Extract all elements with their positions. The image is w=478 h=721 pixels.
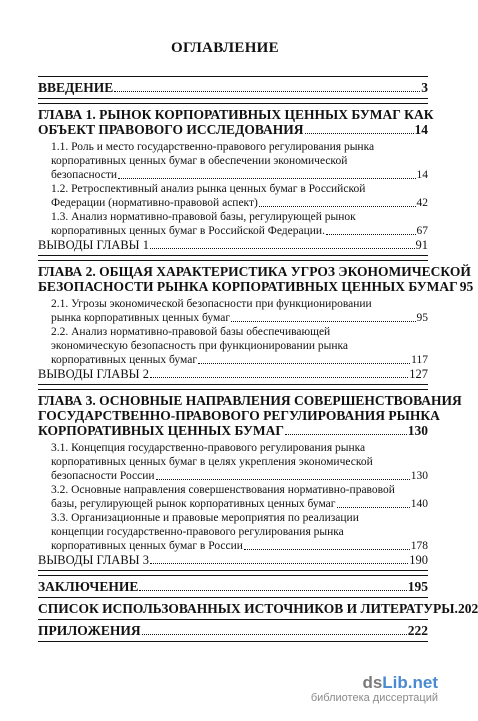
entry-label: СПИСОК ИСПОЛЬЗОВАННЫХ ИСТОЧНИКОВ И ЛИТЕРАТУРЫ. <box>38 601 458 616</box>
section-text: 1.3. Анализ нормативно-правовой базы, регулирующей рынок <box>51 211 356 223</box>
section-text: рынка корпоративных ценных бумаг <box>51 312 231 324</box>
page-number: 195 <box>407 579 428 594</box>
chapter-heading-line: БЕЗОПАСНОСТИ РЫНКА КОРПОРАТИВНЫХ ЦЕННЫХ БУМАГ <box>38 279 458 294</box>
watermark-subtitle: библиотека диссертаций <box>310 692 438 704</box>
section-text: корпоративных ценных бумаг в обеспечении экономической <box>51 155 348 167</box>
toc-entry-sources[interactable] <box>38 601 478 616</box>
dot-leader <box>305 133 414 134</box>
section-2-2[interactable] <box>38 325 428 367</box>
logo-part: ds <box>362 673 383 692</box>
page-number: 95 <box>416 312 428 324</box>
dot-leader <box>326 234 416 235</box>
watermark <box>311 674 438 705</box>
page-number: 222 <box>407 623 428 638</box>
toc-chapter-2 <box>38 260 474 385</box>
dot-leader <box>142 634 407 635</box>
chapter-2-heading[interactable] <box>38 264 474 294</box>
page-title: ОГЛАВЛЕНИЕ <box>171 40 279 56</box>
toc-entry-appendix[interactable] <box>38 623 428 638</box>
section-text: 1.1. Роль и место государственно-правового регулирования рынка <box>51 141 375 153</box>
entry-label: ВВЕДЕНИЕ <box>38 80 114 95</box>
dot-leader <box>118 178 415 179</box>
toc-appendix <box>38 620 428 642</box>
page-number: 67 <box>416 225 428 237</box>
dot-leader <box>285 434 407 435</box>
page-number: 91 <box>415 238 428 252</box>
summary-label: ВЫВОДЫ ГЛАВЫ 2 <box>38 367 149 381</box>
dot-leader <box>156 479 410 480</box>
chapter-heading-line: ОБЪЕКТ ПРАВОВОГО ИССЛЕДОВАНИЯ <box>38 122 304 137</box>
section-1-2[interactable] <box>38 182 428 210</box>
dot-leader <box>259 206 416 207</box>
section-text: концепции государственно-правового регулирования рынка <box>51 526 344 538</box>
chapter-heading-line: ГЛАВА 1. РЫНОК КОРПОРАТИВНЫХ ЦЕННЫХ БУМАГ КАК <box>38 107 434 122</box>
dot-leader <box>244 549 410 550</box>
toc-intro <box>38 76 428 99</box>
dot-leader <box>337 507 410 508</box>
chapter-heading-line: ГОСУДАРСТВЕННО-ПРАВОВОГО РЕГУЛИРОВАНИЯ РЫНКА <box>38 408 440 423</box>
section-1-3[interactable] <box>38 210 428 238</box>
section-text: 1.2. Ретроспективный анализ рынка ценных бумаг в Российской <box>51 183 366 195</box>
dslib-logo <box>311 674 438 692</box>
page-number: 117 <box>411 354 428 366</box>
section-1-1[interactable] <box>38 140 428 182</box>
section-text: корпоративных ценных бумаг в России <box>51 540 243 552</box>
page-number: 130 <box>407 423 428 438</box>
dot-leader <box>139 590 406 591</box>
entry-label: ЗАКЛЮЧЕНИЕ <box>38 579 139 594</box>
toc-chapter-1 <box>38 103 434 256</box>
section-text: корпоративных ценных бумаг в Российской Федерации. <box>51 225 325 237</box>
dot-leader <box>114 91 420 92</box>
toc-entry-intro[interactable] <box>38 80 428 95</box>
toc-chapter-3 <box>38 389 462 571</box>
dot-leader <box>198 363 410 364</box>
page-number: 14 <box>414 122 428 137</box>
section-3-2[interactable] <box>38 483 428 511</box>
toc-conclusion <box>38 575 428 598</box>
section-text: экономическую безопасность при функционировании рынка <box>51 340 349 352</box>
toc-entry-conclusion[interactable] <box>38 579 428 594</box>
page-number: 202 <box>457 601 478 616</box>
section-text: корпоративных ценных бумаг <box>51 354 198 366</box>
chapter-1-summary[interactable] <box>38 238 428 252</box>
summary-label: ВЫВОДЫ ГЛАВЫ 3 <box>38 553 149 567</box>
entry-label: ПРИЛОЖЕНИЯ <box>38 623 141 638</box>
dot-leader <box>150 248 415 249</box>
page-number: 14 <box>416 169 428 181</box>
section-text: Федерации (нормативно-правовой аспект) <box>51 197 258 209</box>
section-text: корпоративных ценных бумаг в целях укрепления экономической <box>51 456 373 468</box>
logo-part: Lib.net <box>382 673 438 692</box>
summary-label: ВЫВОДЫ ГЛАВЫ 1 <box>38 238 149 252</box>
section-text: безопасности <box>51 169 118 181</box>
section-text: 2.1. Угрозы экономической безопасности при функционировании <box>51 298 372 310</box>
page-number: 42 <box>416 197 428 209</box>
page-number: 95 <box>459 279 474 294</box>
section-3-1[interactable] <box>38 441 428 483</box>
toc-sources <box>38 598 478 620</box>
page-number: 127 <box>409 367 428 381</box>
page-number: 140 <box>410 498 428 510</box>
chapter-heading-line: ГЛАВА 3. ОСНОВНЫЕ НАПРАВЛЕНИЯ СОВЕРШЕНСТВОВАНИЯ <box>38 393 462 408</box>
section-text: 2.2. Анализ нормативно-правовой базы обеспечивающей <box>51 326 331 338</box>
chapter-3-summary[interactable] <box>38 553 428 567</box>
dot-leader <box>231 321 415 322</box>
chapter-2-summary[interactable] <box>38 367 428 381</box>
chapter-heading-line: КОРПОРАТИВНЫХ ЦЕННЫХ БУМАГ <box>38 423 284 438</box>
section-text: 3.2. Основные направления совершенствования нормативно-правовой <box>51 484 395 496</box>
dot-leader <box>150 377 408 378</box>
section-text: базы, регулирующей рынок корпоративных ценных бумаг <box>51 498 336 510</box>
page-number: 3 <box>421 80 428 95</box>
section-text: безопасности России <box>51 470 155 482</box>
chapter-1-heading[interactable] <box>38 107 434 137</box>
section-text: 3.3. Организационные и правовые мероприятия по реализации <box>51 512 359 524</box>
chapter-heading-line: ГЛАВА 2. ОБЩАЯ ХАРАКТЕРИСТИКА УГРОЗ ЭКОНОМИЧЕСКОЙ <box>38 264 471 279</box>
dot-leader <box>150 563 408 564</box>
section-text: 3.1. Концепция государственно-правового регулирования рынка <box>51 442 366 454</box>
section-3-3[interactable] <box>38 511 428 553</box>
page-number: 190 <box>409 553 428 567</box>
table-of-contents <box>38 76 478 642</box>
page-number: 130 <box>410 470 428 482</box>
page-number: 178 <box>410 540 428 552</box>
section-2-1[interactable] <box>38 297 428 325</box>
chapter-3-heading[interactable] <box>38 393 462 438</box>
